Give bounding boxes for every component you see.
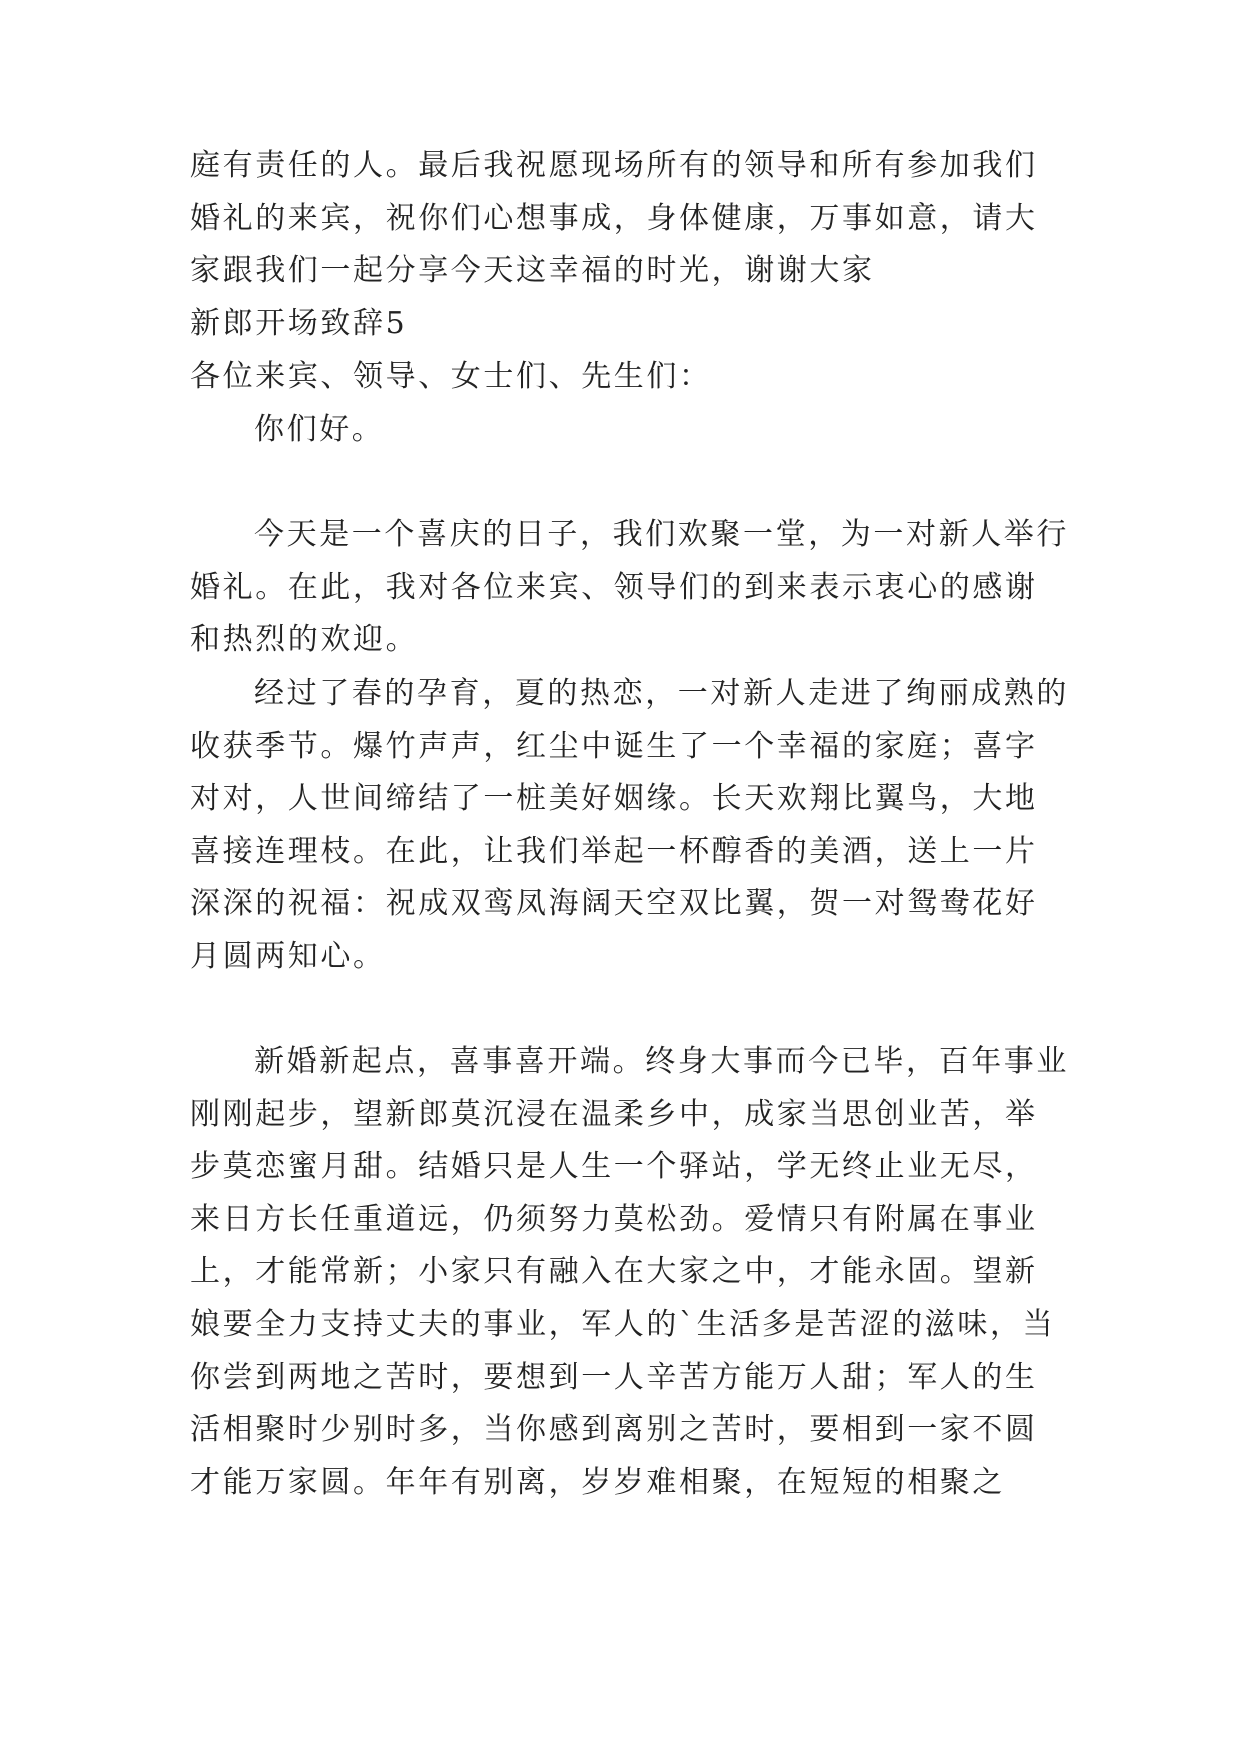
section-title: 新郎开场致辞5 xyxy=(190,306,408,341)
body-paragraph-1: 今天是一个喜庆的日子，我们欢聚一堂，为一对新人举行婚礼。在此，我对各位来宾、领导们的到来表示衷心的感谢和热烈的欢迎。 xyxy=(190,517,1069,658)
body-paragraph-3: 新婚新起点，喜事喜开端。终身大事而今已毕，百年事业刚刚起步，望新郎莫沉浸在温柔乡中，成家当思创业苦，举步莫恋蜜月甜。结婚只是人生一个驿站，学无终止业无尽，来日方长任重道远，仍须努力莫松劲。爱情只有附属在事业上，才能常新；小家只有融入在大家之中，才能永固。望新娘要全力支持丈夫的事业，军人的`生活多是苦涩的滋味，当你尝到两地之苦时，要想到一人辛苦方能万人甜；军人的生活相聚时少别时多，当你感到离别之苦时，要相到一家不圆才能万家圆。年年有别离，岁岁难相聚，在短短的相聚之 xyxy=(190,1044,1069,1500)
continued-paragraph: 庭有责任的人。最后我祝愿现场所有的领导和所有参加我们婚礼的来宾，祝你们心想事成，身体健康，万事如意，请大家跟我们一起分享今天这幸福的时光，谢谢大家 xyxy=(190,148,1038,289)
greeting: 你们好。 xyxy=(254,412,385,447)
salutation: 各位来宾、领导、女士们、先生们： xyxy=(190,359,712,394)
body-paragraph-2: 经过了春的孕育，夏的热恋，一对新人走进了绚丽成熟的收获季节。爆竹声声，红尘中诞生了一个幸福的家庭；喜字对对，人世间缔结了一桩美好姻缘。长天欢翔比翼鸟，大地喜接连理枝。在此，让我们举起一杯醇香的美酒，送上一片深深的祝福：祝成双鸾凤海阔天空双比翼，贺一对鸳鸯花好月圆两知心。 xyxy=(190,676,1069,974)
